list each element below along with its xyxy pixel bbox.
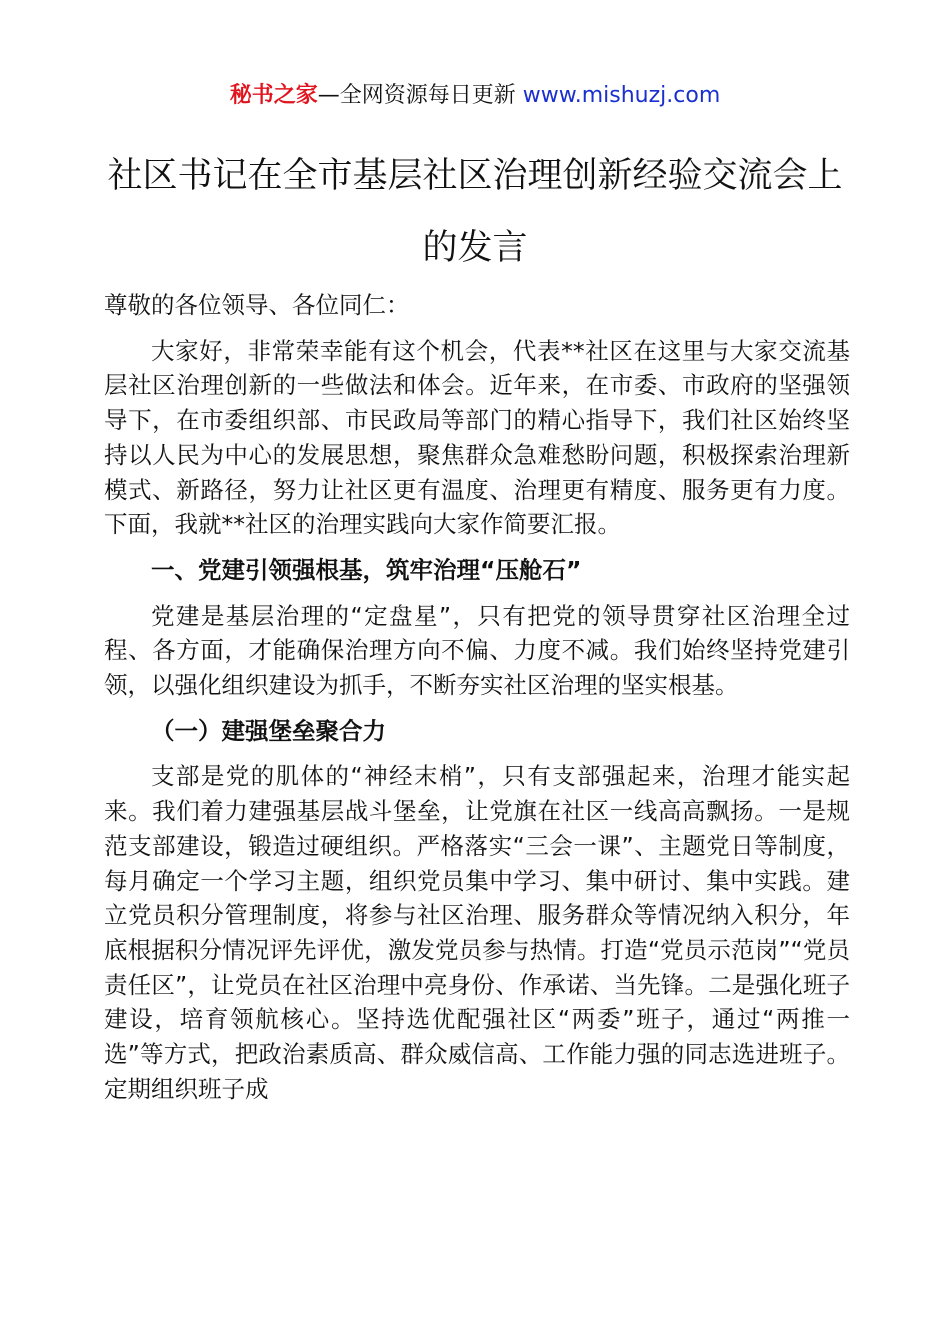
site-name: 秘书之家 xyxy=(229,83,318,108)
site-header xyxy=(0,80,950,112)
document-title: 社区书记在全市基层社区治理创新经验交流会上的发言 xyxy=(107,156,843,268)
subsection-paragraph: 支部是党的肌体的“神经末梢”，只有支部强起来，治理才能实起来。我们着力建强基层战斗堡垒，让党旗在社区一线高高飘扬。一是规范支部建设，锻造过硬组织。严格落实“三会一课”、主题党日等制度，每月确定一个学习主题，组织党员集中学习、集中研讨、集中实践。建立党员积分管理制度，将参与社区治理、服务群众等情况纳入积分，年底根据积分情况评先评优，激发党员参与热情。打造“党员示范岗”“党员责任区”，让党员在社区治理中亮身份、作承诺、当先锋。二是强化班子建设，培育领航核心。坚持选优配强社区“两委”班子，通过“两推一选”等方式，把政治素质高、群众威信高、工作能力强的同志选进班子。定期组织班子成 xyxy=(104,762,850,1103)
site-url-link[interactable]: www.mishuzj.com xyxy=(522,83,721,108)
section-paragraph: 党建是基层治理的“定盘星”，只有把党的领导贯穿社区治理全过程、各方面，才能确保治理方向不偏、力度不减。我们始终坚持党建引领，以强化组织建设为抓手，不断夯实社区治理的坚实根基。 xyxy=(104,601,850,700)
section-heading: 一、党建引领强根基，筑牢治理“压舱石” xyxy=(151,555,582,584)
salutation: 尊敬的各位领导、各位同仁： xyxy=(104,291,410,319)
document-body xyxy=(104,288,850,1106)
subsection-heading: （一）建强堡垒聚合力 xyxy=(151,716,386,745)
intro-paragraph: 大家好，非常荣幸能有这个机会，代表**社区在这里与大家交流基层社区治理创新的一些做法和体会。近年来，在市委、市政府的坚强领导下，在市委组织部、市民政局等部门的精心指导下，我们社区始终坚持以人民为中心的发展思想，聚焦群众急难愁盼问题，积极探索治理新模式、新路径，努力让社区更有温度、治理更有精度、服务更有力度。下面，我就**社区的治理实践向大家作简要汇报。 xyxy=(104,336,850,539)
site-tagline: —全网资源每日更新 xyxy=(317,83,523,108)
